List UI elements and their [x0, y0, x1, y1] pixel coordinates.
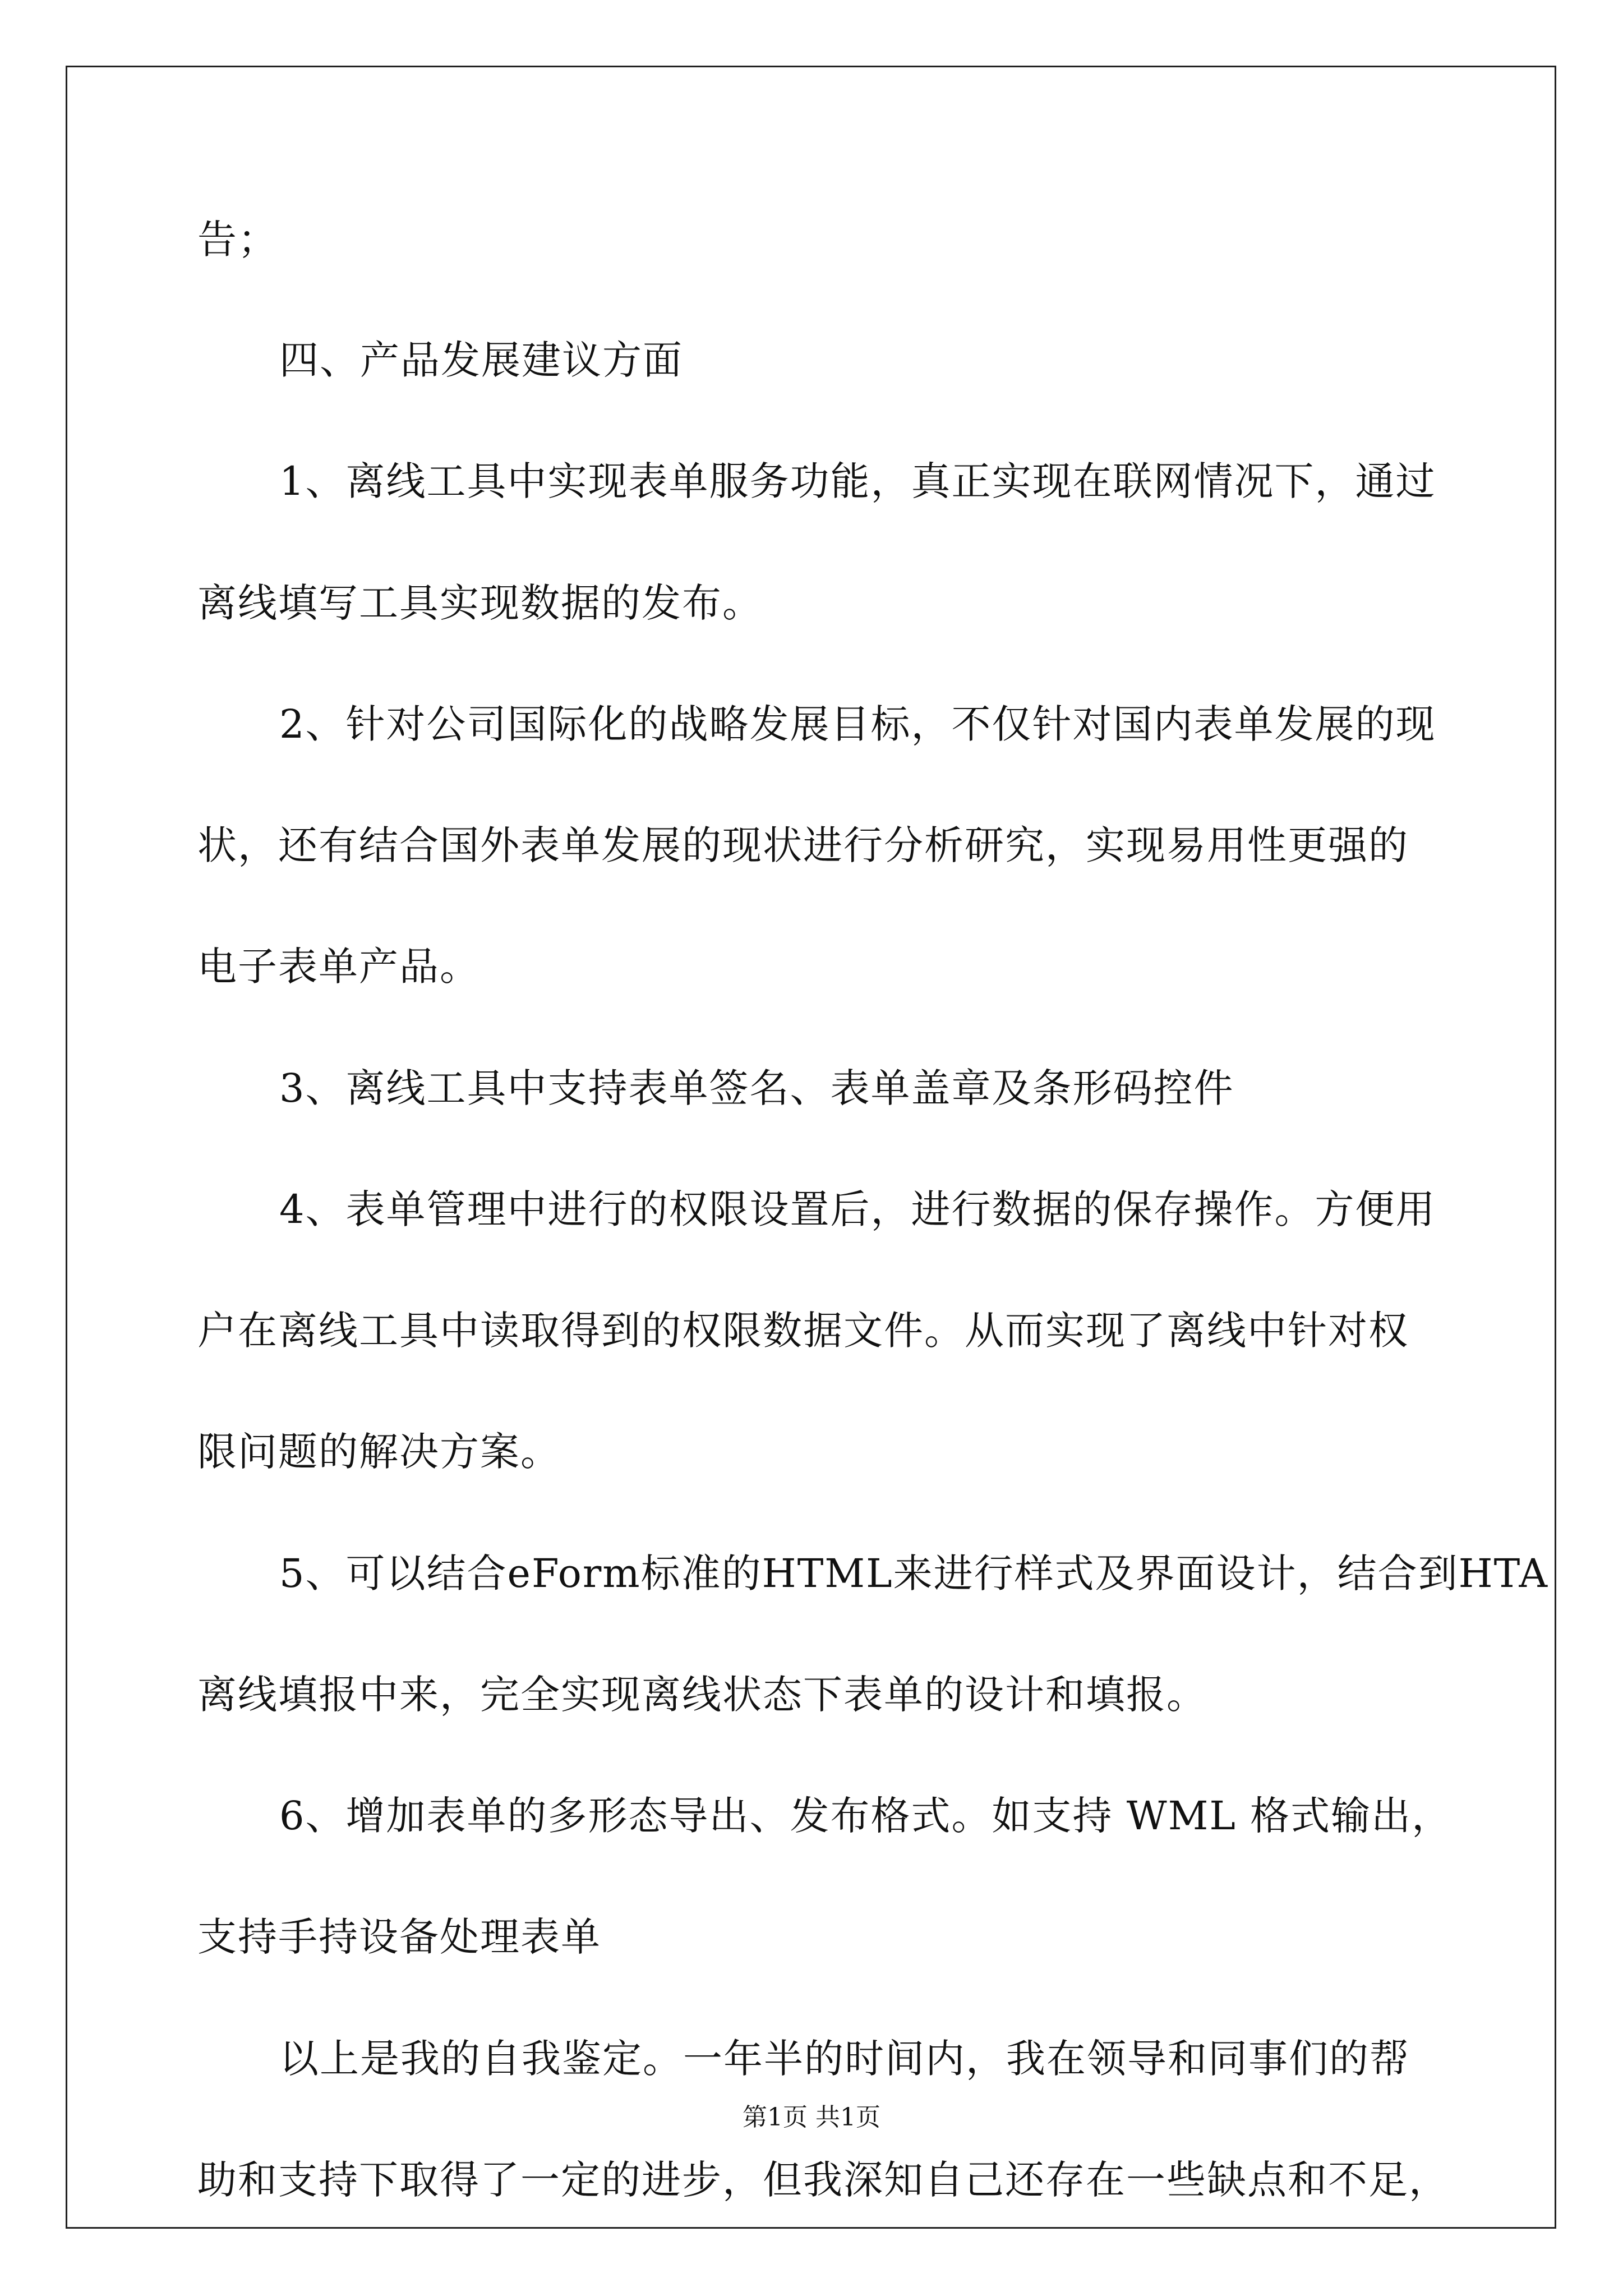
text-line: 4、表单管理中进行的权限设置后，进行数据的保存操作。方便用 — [279, 1186, 1436, 1232]
text-line: 限问题的解决方案。 — [197, 1429, 561, 1475]
text-line: 告； — [197, 217, 278, 263]
text-line: 1、离线工具中实现表单服务功能，真正实现在联网情况下，通过 — [279, 458, 1436, 504]
text-line: 电子表单产品。 — [197, 944, 480, 990]
text-line: 6、增加表单的多形态导出、发布格式。如支持 WML 格式输出， — [279, 1793, 1453, 1839]
section-heading: 四、产品发展建议方面 — [279, 337, 683, 383]
text-line: 离线填写工具实现数据的发布。 — [197, 580, 763, 626]
text-line: 3、离线工具中支持表单签名、表单盖章及条形码控件 — [279, 1065, 1234, 1111]
text-line: 状，还有结合国外表单发展的现状进行分析研究，实现易用性更强的 — [197, 822, 1409, 868]
text-line: 支持手持设备处理表单 — [197, 1914, 601, 1960]
text-line: 2、针对公司国际化的战略发展目标，不仅针对国内表单发展的现 — [279, 701, 1436, 747]
text-line: 户在离线工具中读取得到的权限数据文件。从而实现了离线中针对权 — [197, 1308, 1409, 1354]
text-line: 以上是我的自我鉴定。一年半的时间内，我在领导和同事们的帮 — [279, 2036, 1410, 2082]
text-line: 离线填报中来，完全实现离线状态下表单的设计和填报。 — [197, 1672, 1207, 1718]
text-line: 助和支持下取得了一定的进步，但我深知自己还存在一些缺点和不足， — [197, 2157, 1449, 2203]
page-number-footer: 第1页 共1页 — [743, 2103, 880, 2132]
text-line: 5、可以结合eForm标准的HTML来进行样式及界面设计，结合到HTA — [279, 1550, 1549, 1596]
